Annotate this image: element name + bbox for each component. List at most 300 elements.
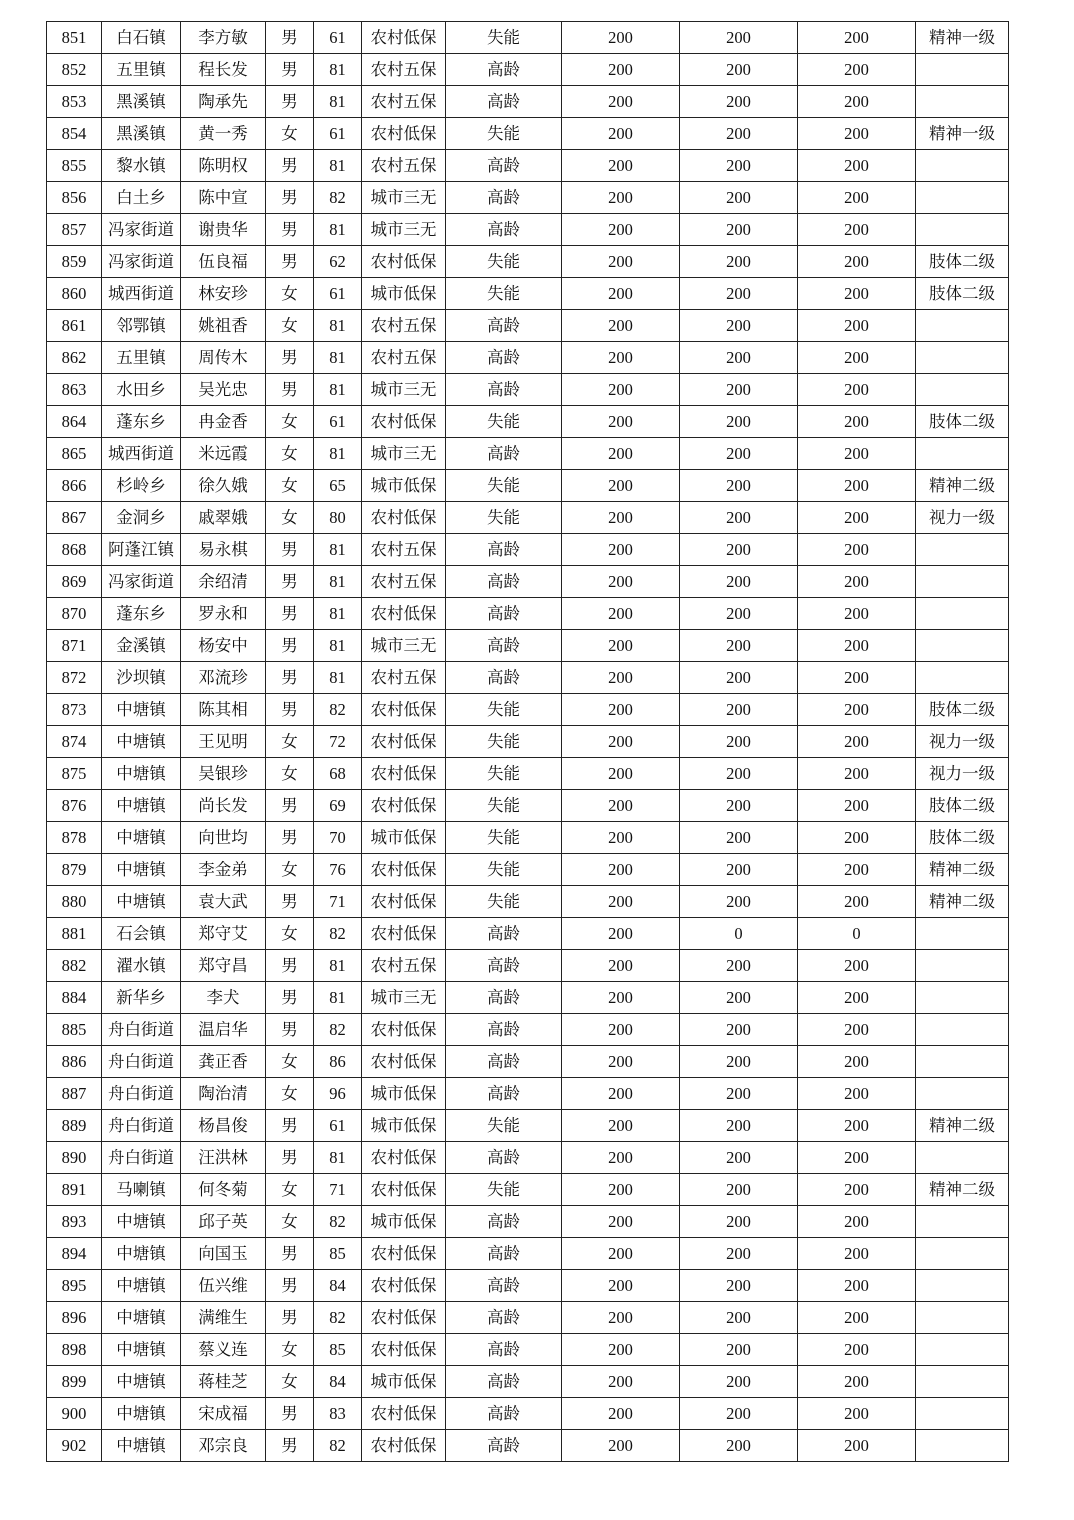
amount-cell-3: 200 <box>798 86 916 118</box>
type-cell: 高龄 <box>446 54 562 86</box>
township-cell: 舟白街道 <box>102 1046 181 1078</box>
type-cell: 失能 <box>446 278 562 310</box>
name-cell: 黄一秀 <box>181 118 266 150</box>
name-cell: 林安珍 <box>181 278 266 310</box>
amount-cell-3: 200 <box>798 726 916 758</box>
age-cell: 81 <box>314 374 362 406</box>
table-row <box>47 22 1009 54</box>
amount-cell-1: 200 <box>562 278 680 310</box>
township-cell: 阿蓬江镇 <box>102 534 181 566</box>
category-cell: 农村低保 <box>362 118 446 150</box>
gender-cell: 女 <box>266 278 314 310</box>
township-cell: 金溪镇 <box>102 630 181 662</box>
type-cell: 高龄 <box>446 86 562 118</box>
name-cell: 李犬 <box>181 982 266 1014</box>
age-cell: 61 <box>314 406 362 438</box>
table-row <box>47 950 1009 982</box>
amount-cell-2: 200 <box>680 1270 798 1302</box>
amount-cell-1: 200 <box>562 1174 680 1206</box>
table-row <box>47 374 1009 406</box>
category-cell: 农村低保 <box>362 1014 446 1046</box>
gender-cell: 男 <box>266 214 314 246</box>
gender-cell: 女 <box>266 1366 314 1398</box>
township-cell: 中塘镇 <box>102 758 181 790</box>
category-cell: 农村低保 <box>362 22 446 54</box>
township-cell: 邻鄂镇 <box>102 310 181 342</box>
amount-cell-2: 200 <box>680 630 798 662</box>
type-cell: 失能 <box>446 1174 562 1206</box>
disability-cell: 肢体二级 <box>916 822 1009 854</box>
category-cell: 农村低保 <box>362 1302 446 1334</box>
amount-cell-1: 200 <box>562 1078 680 1110</box>
category-cell: 农村五保 <box>362 950 446 982</box>
gender-cell: 女 <box>266 406 314 438</box>
disability-cell <box>916 1398 1009 1430</box>
amount-cell-2: 200 <box>680 790 798 822</box>
table-row <box>47 54 1009 86</box>
amount-cell-1: 200 <box>562 1110 680 1142</box>
category-cell: 农村低保 <box>362 918 446 950</box>
amount-cell-1: 200 <box>562 342 680 374</box>
amount-cell-1: 200 <box>562 950 680 982</box>
amount-cell-1: 200 <box>562 566 680 598</box>
age-cell: 81 <box>314 662 362 694</box>
amount-cell-1: 200 <box>562 182 680 214</box>
table-row <box>47 630 1009 662</box>
disability-cell <box>916 1334 1009 1366</box>
township-cell: 五里镇 <box>102 54 181 86</box>
township-cell: 冯家街道 <box>102 246 181 278</box>
type-cell: 高龄 <box>446 982 562 1014</box>
township-cell: 中塘镇 <box>102 1430 181 1462</box>
gender-cell: 男 <box>266 150 314 182</box>
type-cell: 失能 <box>446 758 562 790</box>
type-cell: 失能 <box>446 502 562 534</box>
serial-cell: 893 <box>47 1206 102 1238</box>
category-cell: 农村低保 <box>362 694 446 726</box>
name-cell: 伍良福 <box>181 246 266 278</box>
name-cell: 李方敏 <box>181 22 266 54</box>
amount-cell-1: 200 <box>562 374 680 406</box>
serial-cell: 854 <box>47 118 102 150</box>
amount-cell-2: 200 <box>680 1046 798 1078</box>
amount-cell-3: 200 <box>798 1174 916 1206</box>
amount-cell-2: 200 <box>680 150 798 182</box>
serial-cell: 885 <box>47 1014 102 1046</box>
serial-cell: 864 <box>47 406 102 438</box>
amount-cell-1: 200 <box>562 694 680 726</box>
serial-cell: 880 <box>47 886 102 918</box>
age-cell: 85 <box>314 1238 362 1270</box>
amount-cell-3: 200 <box>798 790 916 822</box>
age-cell: 68 <box>314 758 362 790</box>
category-cell: 农村低保 <box>362 790 446 822</box>
amount-cell-1: 200 <box>562 54 680 86</box>
amount-cell-1: 200 <box>562 1302 680 1334</box>
table-row <box>47 982 1009 1014</box>
serial-cell: 860 <box>47 278 102 310</box>
amount-cell-2: 0 <box>680 918 798 950</box>
serial-cell: 878 <box>47 822 102 854</box>
category-cell: 农村低保 <box>362 1174 446 1206</box>
category-cell: 农村低保 <box>362 246 446 278</box>
age-cell: 84 <box>314 1270 362 1302</box>
serial-cell: 899 <box>47 1366 102 1398</box>
name-cell: 吴光忠 <box>181 374 266 406</box>
gender-cell: 男 <box>266 342 314 374</box>
disability-cell <box>916 1270 1009 1302</box>
table-body <box>47 22 1009 1462</box>
category-cell: 农村五保 <box>362 86 446 118</box>
disability-cell <box>916 1142 1009 1174</box>
disability-cell: 精神二级 <box>916 470 1009 502</box>
amount-cell-1: 200 <box>562 630 680 662</box>
category-cell: 农村低保 <box>362 1270 446 1302</box>
serial-cell: 874 <box>47 726 102 758</box>
category-cell: 农村五保 <box>362 310 446 342</box>
disability-cell <box>916 630 1009 662</box>
amount-cell-2: 200 <box>680 1206 798 1238</box>
age-cell: 81 <box>314 1142 362 1174</box>
table-row <box>47 86 1009 118</box>
amount-cell-1: 200 <box>562 470 680 502</box>
township-cell: 舟白街道 <box>102 1078 181 1110</box>
amount-cell-1: 200 <box>562 86 680 118</box>
serial-cell: 900 <box>47 1398 102 1430</box>
serial-cell: 870 <box>47 598 102 630</box>
name-cell: 陈明权 <box>181 150 266 182</box>
name-cell: 余绍清 <box>181 566 266 598</box>
type-cell: 失能 <box>446 118 562 150</box>
amount-cell-2: 200 <box>680 214 798 246</box>
amount-cell-1: 200 <box>562 918 680 950</box>
gender-cell: 女 <box>266 726 314 758</box>
amount-cell-2: 200 <box>680 694 798 726</box>
category-cell: 农村五保 <box>362 342 446 374</box>
age-cell: 82 <box>314 1302 362 1334</box>
gender-cell: 女 <box>266 118 314 150</box>
amount-cell-3: 200 <box>798 534 916 566</box>
township-cell: 水田乡 <box>102 374 181 406</box>
category-cell: 城市三无 <box>362 982 446 1014</box>
category-cell: 城市三无 <box>362 374 446 406</box>
township-cell: 舟白街道 <box>102 1110 181 1142</box>
amount-cell-1: 200 <box>562 246 680 278</box>
amount-cell-1: 200 <box>562 1270 680 1302</box>
type-cell: 失能 <box>446 470 562 502</box>
disability-cell: 视力一级 <box>916 726 1009 758</box>
table-row <box>47 1302 1009 1334</box>
disability-cell <box>916 1014 1009 1046</box>
type-cell: 高龄 <box>446 1206 562 1238</box>
serial-cell: 873 <box>47 694 102 726</box>
gender-cell: 女 <box>266 1206 314 1238</box>
serial-cell: 894 <box>47 1238 102 1270</box>
amount-cell-1: 200 <box>562 150 680 182</box>
disability-cell: 精神一级 <box>916 118 1009 150</box>
amount-cell-2: 200 <box>680 726 798 758</box>
table-row <box>47 1366 1009 1398</box>
disability-cell: 肢体二级 <box>916 694 1009 726</box>
amount-cell-2: 200 <box>680 534 798 566</box>
township-cell: 白石镇 <box>102 22 181 54</box>
table-row <box>47 566 1009 598</box>
gender-cell: 女 <box>266 854 314 886</box>
amount-cell-3: 200 <box>798 598 916 630</box>
category-cell: 农村五保 <box>362 54 446 86</box>
type-cell: 高龄 <box>446 1078 562 1110</box>
age-cell: 71 <box>314 1174 362 1206</box>
type-cell: 高龄 <box>446 150 562 182</box>
amount-cell-2: 200 <box>680 854 798 886</box>
category-cell: 农村低保 <box>362 406 446 438</box>
age-cell: 81 <box>314 150 362 182</box>
type-cell: 失能 <box>446 854 562 886</box>
type-cell: 失能 <box>446 790 562 822</box>
gender-cell: 女 <box>266 470 314 502</box>
amount-cell-2: 200 <box>680 278 798 310</box>
amount-cell-2: 200 <box>680 822 798 854</box>
disability-cell <box>916 566 1009 598</box>
amount-cell-1: 200 <box>562 22 680 54</box>
category-cell: 农村低保 <box>362 726 446 758</box>
category-cell: 城市低保 <box>362 1206 446 1238</box>
table-row <box>47 470 1009 502</box>
category-cell: 农村五保 <box>362 662 446 694</box>
category-cell: 农村低保 <box>362 1046 446 1078</box>
gender-cell: 男 <box>266 1430 314 1462</box>
gender-cell: 男 <box>266 1238 314 1270</box>
township-cell: 中塘镇 <box>102 1206 181 1238</box>
amount-cell-3: 200 <box>798 1334 916 1366</box>
gender-cell: 男 <box>266 566 314 598</box>
table-row <box>47 406 1009 438</box>
serial-cell: 884 <box>47 982 102 1014</box>
category-cell: 城市三无 <box>362 630 446 662</box>
gender-cell: 男 <box>266 662 314 694</box>
serial-cell: 886 <box>47 1046 102 1078</box>
amount-cell-3: 200 <box>798 246 916 278</box>
amount-cell-2: 200 <box>680 1366 798 1398</box>
amount-cell-1: 200 <box>562 758 680 790</box>
name-cell: 邓宗良 <box>181 1430 266 1462</box>
gender-cell: 男 <box>266 950 314 982</box>
age-cell: 81 <box>314 342 362 374</box>
amount-cell-1: 200 <box>562 726 680 758</box>
township-cell: 五里镇 <box>102 342 181 374</box>
amount-cell-1: 200 <box>562 214 680 246</box>
age-cell: 82 <box>314 1014 362 1046</box>
gender-cell: 男 <box>266 182 314 214</box>
amount-cell-1: 200 <box>562 1366 680 1398</box>
age-cell: 76 <box>314 854 362 886</box>
category-cell: 农村低保 <box>362 1430 446 1462</box>
type-cell: 高龄 <box>446 1270 562 1302</box>
gender-cell: 女 <box>266 758 314 790</box>
disability-cell <box>916 918 1009 950</box>
age-cell: 85 <box>314 1334 362 1366</box>
type-cell: 高龄 <box>446 630 562 662</box>
disability-cell: 肢体二级 <box>916 406 1009 438</box>
serial-cell: 872 <box>47 662 102 694</box>
township-cell: 石会镇 <box>102 918 181 950</box>
table-row <box>47 1334 1009 1366</box>
township-cell: 蓬东乡 <box>102 598 181 630</box>
gender-cell: 女 <box>266 310 314 342</box>
amount-cell-3: 200 <box>798 886 916 918</box>
amount-cell-3: 200 <box>798 438 916 470</box>
disability-cell <box>916 86 1009 118</box>
amount-cell-1: 200 <box>562 118 680 150</box>
category-cell: 城市低保 <box>362 1078 446 1110</box>
age-cell: 62 <box>314 246 362 278</box>
amount-cell-3: 200 <box>798 662 916 694</box>
type-cell: 失能 <box>446 694 562 726</box>
age-cell: 96 <box>314 1078 362 1110</box>
amount-cell-2: 200 <box>680 438 798 470</box>
age-cell: 61 <box>314 22 362 54</box>
township-cell: 中塘镇 <box>102 1334 181 1366</box>
name-cell: 满维生 <box>181 1302 266 1334</box>
table-row <box>47 854 1009 886</box>
gender-cell: 男 <box>266 1014 314 1046</box>
category-cell: 农村五保 <box>362 150 446 182</box>
serial-cell: 865 <box>47 438 102 470</box>
disability-cell: 肢体二级 <box>916 278 1009 310</box>
amount-cell-1: 200 <box>562 822 680 854</box>
gender-cell: 男 <box>266 1110 314 1142</box>
serial-cell: 852 <box>47 54 102 86</box>
age-cell: 81 <box>314 630 362 662</box>
category-cell: 城市低保 <box>362 1366 446 1398</box>
disability-cell <box>916 182 1009 214</box>
disability-cell <box>916 1046 1009 1078</box>
serial-cell: 855 <box>47 150 102 182</box>
table-row <box>47 1206 1009 1238</box>
table-row <box>47 598 1009 630</box>
serial-cell: 862 <box>47 342 102 374</box>
table-row <box>47 246 1009 278</box>
serial-cell: 889 <box>47 1110 102 1142</box>
name-cell: 杨昌俊 <box>181 1110 266 1142</box>
age-cell: 81 <box>314 982 362 1014</box>
township-cell: 中塘镇 <box>102 726 181 758</box>
amount-cell-2: 200 <box>680 342 798 374</box>
age-cell: 81 <box>314 438 362 470</box>
amount-cell-3: 200 <box>798 1046 916 1078</box>
name-cell: 袁大武 <box>181 886 266 918</box>
amount-cell-3: 200 <box>798 630 916 662</box>
township-cell: 中塘镇 <box>102 694 181 726</box>
name-cell: 程长发 <box>181 54 266 86</box>
table-row <box>47 886 1009 918</box>
amount-cell-3: 200 <box>798 694 916 726</box>
amount-cell-1: 200 <box>562 1334 680 1366</box>
township-cell: 城西街道 <box>102 438 181 470</box>
amount-cell-3: 200 <box>798 374 916 406</box>
table-row <box>47 1110 1009 1142</box>
amount-cell-3: 200 <box>798 1270 916 1302</box>
disability-cell <box>916 310 1009 342</box>
age-cell: 86 <box>314 1046 362 1078</box>
type-cell: 高龄 <box>446 1302 562 1334</box>
disability-cell <box>916 1366 1009 1398</box>
name-cell: 易永棋 <box>181 534 266 566</box>
gender-cell: 男 <box>266 534 314 566</box>
serial-cell: 875 <box>47 758 102 790</box>
amount-cell-2: 200 <box>680 1398 798 1430</box>
category-cell: 农村低保 <box>362 1398 446 1430</box>
amount-cell-2: 200 <box>680 406 798 438</box>
age-cell: 82 <box>314 694 362 726</box>
table-row <box>47 918 1009 950</box>
disability-cell: 精神一级 <box>916 22 1009 54</box>
township-cell: 沙坝镇 <box>102 662 181 694</box>
amount-cell-1: 200 <box>562 854 680 886</box>
gender-cell: 男 <box>266 694 314 726</box>
amount-cell-2: 200 <box>680 1302 798 1334</box>
category-cell: 农村五保 <box>362 566 446 598</box>
amount-cell-3: 200 <box>798 1366 916 1398</box>
amount-cell-2: 200 <box>680 1078 798 1110</box>
name-cell: 周传木 <box>181 342 266 374</box>
type-cell: 高龄 <box>446 1334 562 1366</box>
gender-cell: 女 <box>266 438 314 470</box>
disability-cell <box>916 1206 1009 1238</box>
disability-cell <box>916 150 1009 182</box>
township-cell: 濯水镇 <box>102 950 181 982</box>
disability-cell <box>916 374 1009 406</box>
name-cell: 冉金香 <box>181 406 266 438</box>
gender-cell: 男 <box>266 1142 314 1174</box>
gender-cell: 男 <box>266 630 314 662</box>
gender-cell: 女 <box>266 1334 314 1366</box>
gender-cell: 女 <box>266 918 314 950</box>
disability-cell: 精神二级 <box>916 1110 1009 1142</box>
serial-cell: 902 <box>47 1430 102 1462</box>
type-cell: 高龄 <box>446 342 562 374</box>
table-row <box>47 534 1009 566</box>
township-cell: 舟白街道 <box>102 1014 181 1046</box>
amount-cell-3: 200 <box>798 310 916 342</box>
township-cell: 冯家街道 <box>102 566 181 598</box>
type-cell: 失能 <box>446 406 562 438</box>
table-row <box>47 118 1009 150</box>
age-cell: 80 <box>314 502 362 534</box>
disability-cell <box>916 1430 1009 1462</box>
table-row <box>47 694 1009 726</box>
disability-cell <box>916 1078 1009 1110</box>
name-cell: 向国玉 <box>181 1238 266 1270</box>
disability-cell <box>916 950 1009 982</box>
serial-cell: 876 <box>47 790 102 822</box>
disability-cell <box>916 438 1009 470</box>
age-cell: 81 <box>314 54 362 86</box>
gender-cell: 男 <box>266 886 314 918</box>
township-cell: 黎水镇 <box>102 150 181 182</box>
gender-cell: 男 <box>266 22 314 54</box>
age-cell: 81 <box>314 214 362 246</box>
type-cell: 高龄 <box>446 950 562 982</box>
township-cell: 黑溪镇 <box>102 118 181 150</box>
table-row <box>47 758 1009 790</box>
type-cell: 高龄 <box>446 374 562 406</box>
table-row <box>47 150 1009 182</box>
gender-cell: 女 <box>266 1046 314 1078</box>
gender-cell: 男 <box>266 598 314 630</box>
serial-cell: 881 <box>47 918 102 950</box>
serial-cell: 896 <box>47 1302 102 1334</box>
